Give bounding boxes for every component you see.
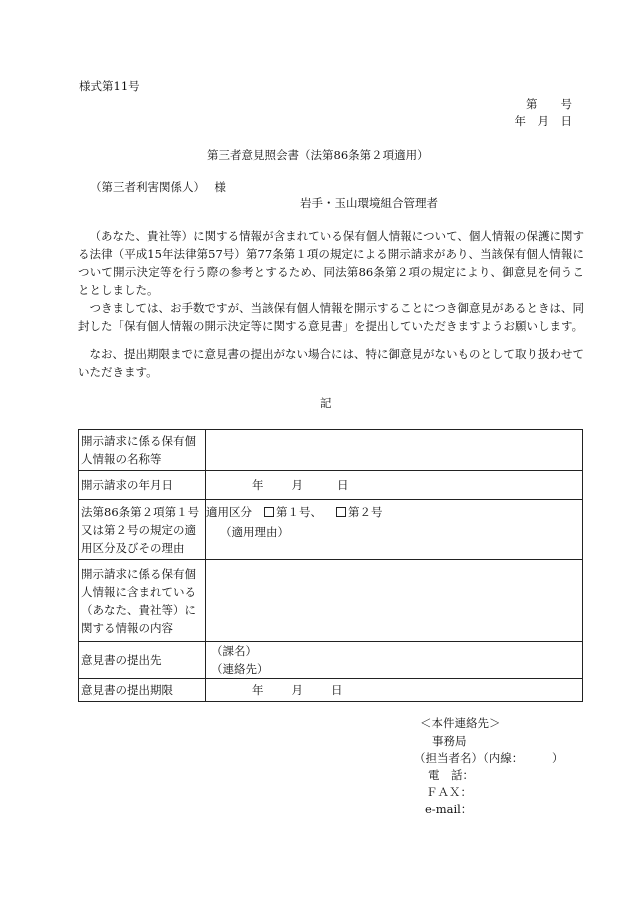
table-row <box>79 642 583 679</box>
page-title: 第三者意見照会書（法第86条第２項適用） <box>207 148 429 162</box>
addressee: （第三者利害関係人） 様 <box>90 180 226 194</box>
row-label: 開示請求に係る保有個人情報の名称等 <box>79 430 206 471</box>
request-date-field[interactable] <box>206 471 583 500</box>
contact-office: 事務局 <box>432 734 467 748</box>
deadline-year: 年 <box>252 683 264 697</box>
date-month: 月 <box>291 478 303 492</box>
table-row <box>79 471 583 500</box>
document-number: 第 号 <box>526 97 572 111</box>
row-label: 法第86条第２項第１号又は第２号の規定の適用区分及びその理由 <box>79 500 206 560</box>
sender: 岩手・玉山環境組合管理者 <box>300 196 438 210</box>
contact-tel: 電 話： <box>428 768 474 782</box>
deadline-month: 月 <box>291 683 303 697</box>
information-table <box>78 429 583 702</box>
option-no2-label: 第２号 <box>348 504 383 519</box>
table-row <box>79 679 583 702</box>
deadline-day: 日 <box>331 683 343 697</box>
ki-heading: 記 <box>320 396 332 410</box>
document-date: 年 月 日 <box>514 114 572 128</box>
body-paragraph-1: （あなた、貴社等）に関する情報が含まれている保有個人情報について、個人情報の保護に関する法律（平成15年法律第57号）第77条第１項の規定による開示請求があり、当該保有個人情報について開示決定等を行う際の参考とするため、同法第86条第２項の規定により、御意見を伺うこととしました。 <box>78 229 584 297</box>
submission-destination-field[interactable] <box>206 642 583 679</box>
reason-label: （適用理由） <box>220 524 289 539</box>
option-no1-label: 第１号、 <box>276 504 322 519</box>
date-year: 年 <box>252 478 264 492</box>
contact-label: （連絡先） <box>211 662 269 676</box>
contact-person: （担当者名）（内線： ） <box>414 751 564 765</box>
category-field[interactable] <box>206 500 583 560</box>
info-content-field[interactable] <box>206 560 583 642</box>
table-row <box>79 500 583 560</box>
category-label: 適用区分 <box>206 504 252 519</box>
deadline-field[interactable] <box>206 679 583 702</box>
table-row <box>79 430 583 471</box>
contact-fax: ＦＡＸ： <box>426 785 472 799</box>
checkbox-no1[interactable] <box>264 507 274 517</box>
body-paragraph-3: なお、提出期限までに意見書の提出がない場合には、特に御意見がないものとして取り扱わせていただきます。 <box>78 347 584 379</box>
checkbox-no2[interactable] <box>336 507 346 517</box>
body-paragraph-2: つきましては、お手数ですが、当該保有個人情報を開示することにつき御意見があるときは、同封した「保有個人情報の開示決定等に関する意見書」を提出していただきますようお願いします。 <box>78 301 584 333</box>
form-number: 様式第11号 <box>79 79 140 93</box>
date-day: 日 <box>337 478 349 492</box>
contact-heading: ＜本件連絡先＞ <box>420 716 501 730</box>
section-name-label: （課名） <box>211 644 257 658</box>
table-row <box>79 560 583 642</box>
row-label: 意見書の提出先 <box>79 642 206 679</box>
row-label: 意見書の提出期限 <box>79 679 206 702</box>
contact-email: e-mail： <box>425 802 473 816</box>
row-label: 開示請求に係る保有個人情報に含まれている（あなた、貴社等）に関する情報の内容 <box>79 560 206 642</box>
info-name-field[interactable] <box>206 430 583 471</box>
row-label: 開示請求の年月日 <box>79 471 206 500</box>
